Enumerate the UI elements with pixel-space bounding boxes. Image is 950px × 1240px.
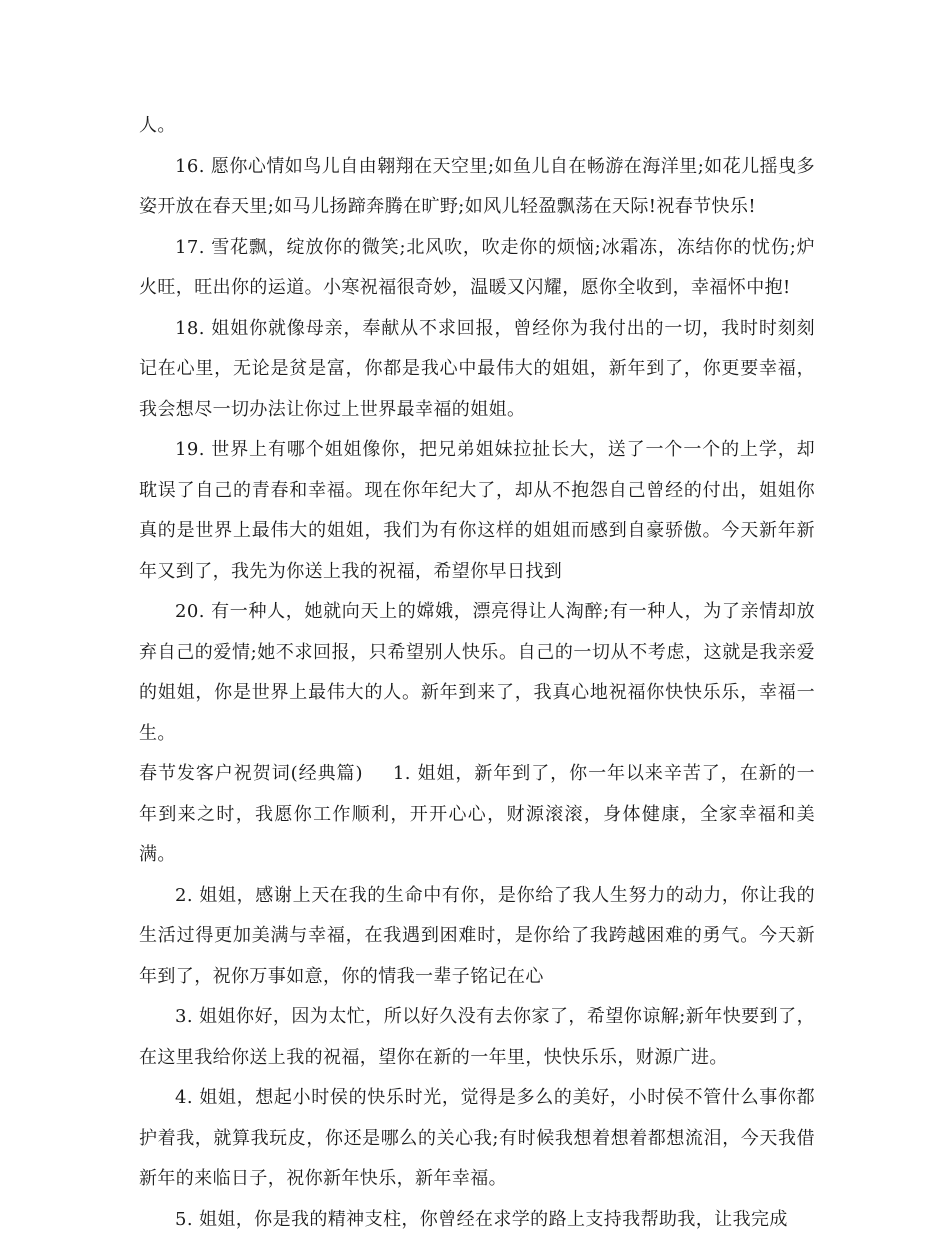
paragraph-item-2 (139, 876, 815, 998)
paragraph-item-4 (139, 1078, 815, 1200)
item-number: 3. (175, 1006, 199, 1027)
item-number: 18. (175, 318, 211, 339)
item-text: 姐姐，新年到了，你一年以来辛苦了，在新的一年到来之时，我愿你工作顺利，开开心心，财源滚滚，身体健康，全家幸福和美满。 (139, 763, 815, 865)
item-text: 有一种人，她就向天上的嫦娥，漂亮得让人淘醉;有一种人，为了亲情却放弃自己的爱情;她不求回报，只希望别人快乐。自己的一切从不考虑，这就是我亲爱的姐姐，你是世界上最伟大的人。新年到来了，我真心地祝福你快快乐乐，幸福一生。 (139, 601, 815, 744)
paragraph-item-5 (139, 1200, 815, 1240)
paragraph-item-19 (139, 430, 815, 592)
item-text: 雪花飘，绽放你的微笑;北风吹，吹走你的烦恼;冰霜冻，冻结你的忧伤;炉火旺，旺出你的运道。小寒祝福很奇妙，温暖又闪耀，愿你全收到，幸福怀中抱! (139, 237, 815, 299)
item-text: 姐姐，你是我的精神支柱，你曾经在求学的路上支持我帮助我，让我完成 (199, 1209, 788, 1230)
lead-fragment-text: 人。 (139, 115, 176, 136)
item-number: 17. (175, 237, 211, 258)
paragraph-item-20 (139, 592, 815, 754)
item-text: 姐姐，感谢上天在我的生命中有你，是你给了我人生努力的动力，你让我的生活过得更加美满与幸福，在我遇到困难时，是你给了我跨越困难的勇气。今天新年到了，祝你万事如意，你的情我一辈子铭记在心 (139, 885, 815, 987)
lead-fragment (139, 106, 815, 147)
item-text: 姐姐你好，因为太忙，所以好久没有去你家了，希望你谅解;新年快要到了，在这里我给你送上我的祝福，望你在新的一年里，快快乐乐，财源广进。 (139, 1006, 815, 1068)
item-text: 世界上有哪个姐姐像你，把兄弟姐妹拉扯长大，送了一个一个的上学，却耽误了自己的青春和幸福。现在你年纪大了，却从不抱怨自己曾经的付出，姐姐你真的是世界上最伟大的姐姐，我们为有你这样的姐姐而感到自豪骄傲。今天新年新年又到了，我先为你送上我的祝福，希望你早日找到 (139, 439, 815, 582)
item-number: 5. (175, 1209, 199, 1230)
item-number: 19. (175, 439, 211, 460)
paragraph-item-17 (139, 228, 815, 309)
paragraph-item-16 (139, 147, 815, 228)
item-text: 愿你心情如鸟儿自由翱翔在天空里;如鱼儿自在畅游在海洋里;如花儿摇曳多姿开放在春天里;如马儿扬蹄奔腾在旷野;如风儿轻盈飘荡在天际!祝春节快乐! (139, 156, 815, 218)
paragraph-item-18 (139, 309, 815, 431)
paragraph-item-3 (139, 997, 815, 1078)
item-number: 20. (175, 601, 211, 622)
section-heading: 春节发客户祝贺词(经典篇) (139, 763, 363, 784)
item-number: 16. (175, 156, 211, 177)
item-text: 姐姐，想起小时侯的快乐时光，觉得是多么的美好，小时侯不管什么事你都护着我，就算我玩皮，你还是哪么的关心我;有时候我想着想着都想流泪，今天我借新年的来临日子，祝你新年快乐，新年幸福。 (139, 1087, 815, 1189)
item-text: 姐姐你就像母亲，奉献从不求回报，曾经你为我付出的一切，我时时刻刻记在心里，无论是贫是富，你都是我心中最伟大的姐姐，新年到了，你更要幸福，我会想尽一切办法让你过上世界最幸福的姐姐。 (139, 318, 815, 420)
item-number: 2. (175, 885, 199, 906)
document-body (139, 106, 815, 1240)
item-number: 4. (175, 1087, 199, 1108)
item-number: 1. (393, 763, 417, 784)
section-heading-paragraph (139, 754, 815, 876)
